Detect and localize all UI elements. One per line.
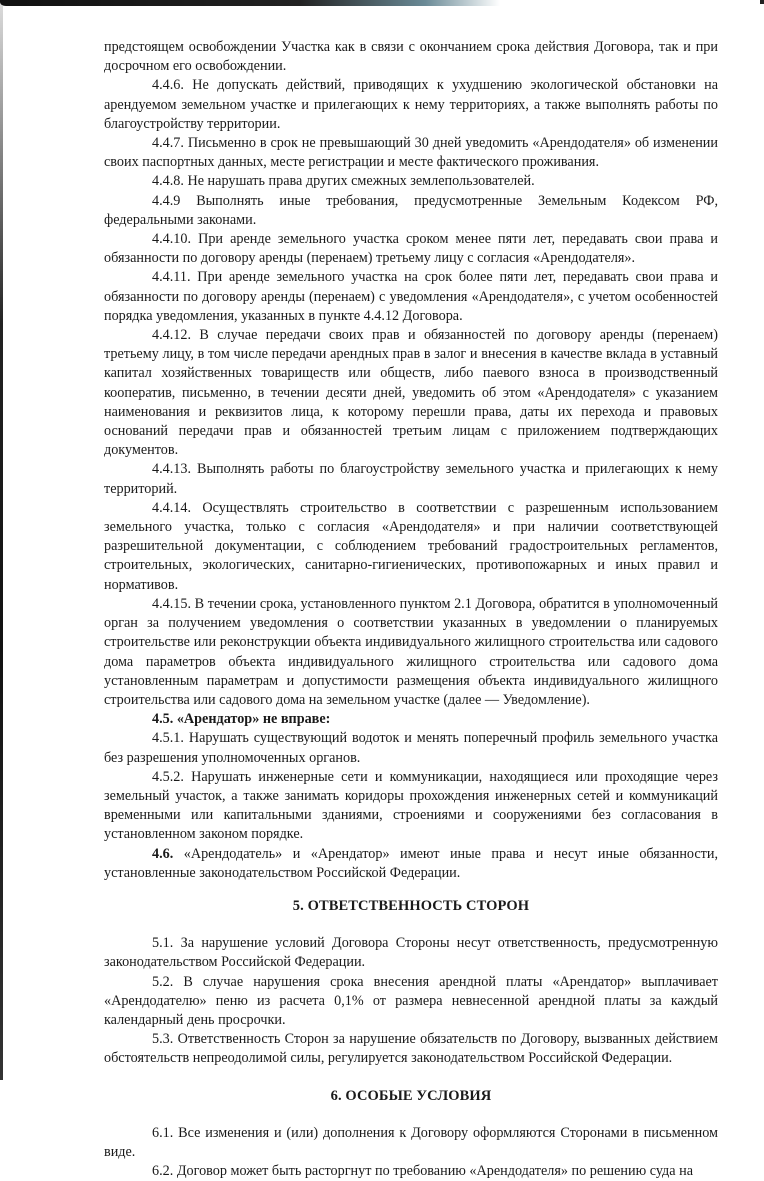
clause-number: 6.2.	[152, 1163, 174, 1180]
clause-number: 5.1.	[152, 935, 174, 952]
clause-text: Нарушать инженерные сети и коммуникации, находящиеся или проходящие через земельный участок, а также занимать коридоры прохождения инженерных сетей и коммуникаций временными или капитальными зданиями, строениями и сооружениями без согласования в установленном законом порядке.	[104, 768, 718, 843]
clause-5-2	[104, 973, 718, 1031]
clause-text: В случае передачи своих прав и обязанностей по договору аренды (перенаем) третьему лицу, в том числе передачи арендных прав в залог и внесения в качестве вклада в уставный капитал хозяйственных товариществ или обществ, либо паевого взноса в производственный кооператив, письменно, в течении десяти дней, уведомить об этом «Арендодателя» с указанием наименования и реквизитов лица, к которому перешли права, даты их перехода и правовых оснований передачи прав и обязанностей третьим лицам с приложением подтверждающих документов.	[104, 327, 718, 459]
clause-4-4-8	[104, 172, 718, 191]
clause-text: Ответственность Сторон за нарушение обязательств по Договору, вызванных действием обстоятельств непреодолимой силы, регулируется законодательством Российской Федерации.	[104, 1031, 718, 1067]
clause-number: 4.4.14.	[152, 499, 192, 516]
clause-number: 5.3.	[152, 1031, 174, 1048]
clause-text: При аренде земельного участка на срок более пяти лет, передавать свои права и обязанности по договору аренды (перенаем) с уведомления «Арендодателя», с учетом особенностей порядка уведомления, указанных в пункте 4.4.12 Договора.	[104, 269, 718, 324]
paragraph-text: предстоящем освобождении Участка как в связи с окончанием срока действия Договора, так и при досрочном его освобождении.	[104, 39, 718, 75]
clause-4-4-10	[104, 230, 718, 268]
clause-text: Все изменения и (или) дополнения к Договору оформляются Сторонами в письменном виде.	[104, 1124, 718, 1160]
clause-number: 4.4.13.	[152, 461, 192, 478]
section-5-heading: 5. ОТВЕТСТВЕННОСТЬ СТОРОН	[292, 897, 530, 914]
clause-number: 4.4.12.	[152, 327, 192, 344]
clause-4-5-heading	[104, 710, 718, 729]
clause-text: Письменно в срок не превышающий 30 дней уведомить «Арендодателя» об изменении своих паспортных данных, месте регистрации и месте фактического проживания.	[104, 135, 718, 171]
clause-text: Выполнять работы по благоустройству земельного участка и прилегающих к нему территорий.	[104, 461, 718, 497]
clause-number: 4.4.9	[152, 192, 181, 209]
clause-4-4-7	[104, 134, 718, 172]
clause-text: Не нарушать права других смежных землепользователей.	[183, 173, 535, 190]
clause-4-4-6	[104, 76, 718, 134]
scan-edge-left	[0, 0, 3, 1080]
scan-edge-corner	[760, 0, 764, 4]
document-page	[104, 38, 718, 1181]
clause-4-5-1	[104, 729, 718, 767]
clause-text: В случае нарушения срока внесения арендной платы «Арендатор» выплачивает «Арендодателю» пеню из расчета 0,1% от размера невнесенной арендной платы за каждый календарный день просрочки.	[104, 973, 718, 1028]
clause-6-1	[104, 1124, 718, 1162]
clause-number: 4.4.6.	[152, 77, 184, 94]
clause-4-5-2	[104, 768, 718, 845]
clause-text: Осуществлять строительство в соответствии с разрешенным использованием земельного участка, только с согласия «Арендодателя» и при наличии соответствующей разрешительной документации, с соблюдением требований градостроительных регламентов, строительных, экологических, санитарно-гигиенических, противопожарных и иных правил и нормативов.	[104, 499, 718, 593]
clause-5-1	[104, 934, 718, 972]
clause-number: 4.5.2.	[152, 768, 184, 785]
clause-number: 4.4.11.	[152, 269, 191, 286]
section-6-heading: 6. ОСОБЫЕ УСЛОВИЯ	[330, 1087, 492, 1104]
clause-4-4-15	[104, 595, 718, 710]
clause-title: «Арендатор» не вправе:	[173, 711, 331, 728]
clause-text: При аренде земельного участка сроком менее пяти лет, передавать свои права и обязанности по договору аренды (перенаем) третьему лицу с согласия «Арендодателя».	[104, 231, 718, 267]
clause-number: 6.1.	[152, 1124, 174, 1141]
clause-text: За нарушение условий Договора Стороны несут ответственность, предусмотренную законодательством Российской Федерации.	[104, 935, 718, 971]
clause-4-4-13	[104, 460, 718, 498]
clause-text: В течении срока, установленного пунктом 2.1 Договора, обратится в уполномоченный орган за получением уведомления о соответствии указанных в уведомлении о планируемых строительстве или реконструкции объекта индивидуального жилищного строительства или садового дома параметров объекта индивидуального жилищного строительства или садового дома установленным параметрам и допустимости размещения объекта индивидуального жилищного строительства или садового дома на земельном участке (далее — Уведомление).	[104, 595, 718, 708]
scan-edge-top	[0, 0, 500, 6]
clause-text: Выполнять иные требования, предусмотренные Земельным Кодексом РФ, федеральными законами.	[104, 192, 718, 228]
clause-4-4-14	[104, 499, 718, 595]
clause-number: 4.4.7.	[152, 135, 184, 152]
clause-4-4-12	[104, 326, 718, 460]
paragraph-continuation	[104, 38, 718, 76]
clause-5-3	[104, 1030, 718, 1068]
clause-4-4-9	[104, 192, 718, 230]
clause-text: Договор может быть расторгнут по требованию «Арендодателя» по решению суда на	[173, 1163, 693, 1180]
clause-number: 4.5.1.	[152, 730, 184, 747]
clause-text: Не допускать действий, приводящих к ухудшению экологической обстановки на арендуемом земельном участке и прилегающих к нему территориях, а также выполнять работы по благоустройству территории.	[104, 77, 718, 132]
clause-number: 5.2.	[152, 973, 174, 990]
clause-number: 4.4.10.	[152, 231, 192, 248]
clause-text: «Арендодатель» и «Арендатор» имеют иные права и несут иные обязанности, установленные законодательством Российской Федерации.	[104, 845, 718, 881]
clause-text: Нарушать существующий водоток и менять поперечный профиль земельного участка без разрешения уполномоченных органов.	[104, 730, 718, 766]
clause-6-2	[104, 1162, 718, 1181]
clause-number: 4.4.8.	[152, 173, 184, 190]
clause-number: 4.5.	[152, 711, 174, 728]
clause-number: 4.6.	[152, 845, 174, 862]
clause-4-6	[104, 845, 718, 883]
clause-number: 4.4.15.	[152, 595, 192, 612]
clause-4-4-11	[104, 268, 718, 326]
